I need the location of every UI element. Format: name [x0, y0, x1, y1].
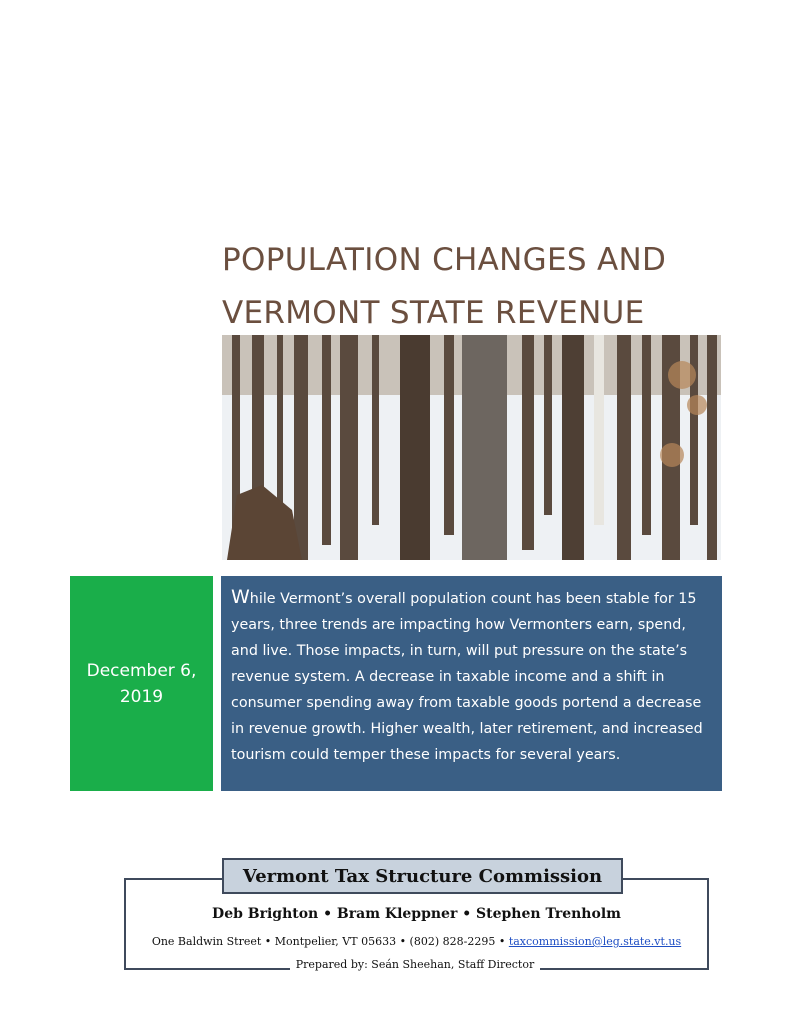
commission-name: Vermont Tax Structure Commission: [222, 858, 623, 894]
address-text: One Baldwin Street • Montpelier, VT 05633 • (802) 828-2295 •: [151, 935, 509, 948]
report-title: [222, 234, 762, 340]
title-line-1: POPULATION CHANGES AND: [222, 242, 667, 278]
summary-body: hile Vermont’s overall population count has been stable for 15 years, three trends are impacting how Vermonters earn, spend, and live. Those impacts, in turn, will put pressure on the state’s revenue system. A decrease in taxable income and a shift in consumer spending away from taxable goods portend a decrease in revenue growth. Higher wealth, later retirement, and increased tourism could temper these impacts for several years.: [231, 591, 703, 763]
email-link[interactable]: taxcommission@leg.state.vt.us: [508, 935, 682, 948]
date-panel: [70, 576, 213, 791]
commission-members: Deb Brighton • Bram Kleppner • Stephen Trenholm: [212, 906, 621, 922]
commission-address: [124, 935, 709, 948]
summary-initial-letter: W: [231, 586, 250, 608]
prepared-by: Prepared by: Seán Sheehan, Staff Director: [290, 958, 540, 971]
title-line-2: VERMONT STATE REVENUE: [222, 295, 645, 331]
winter-forest-photo: [222, 335, 721, 560]
report-date: December 6, 2019: [86, 660, 197, 707]
summary-panel: [221, 576, 722, 791]
forest-image: [222, 335, 721, 560]
summary-text: [231, 584, 714, 768]
